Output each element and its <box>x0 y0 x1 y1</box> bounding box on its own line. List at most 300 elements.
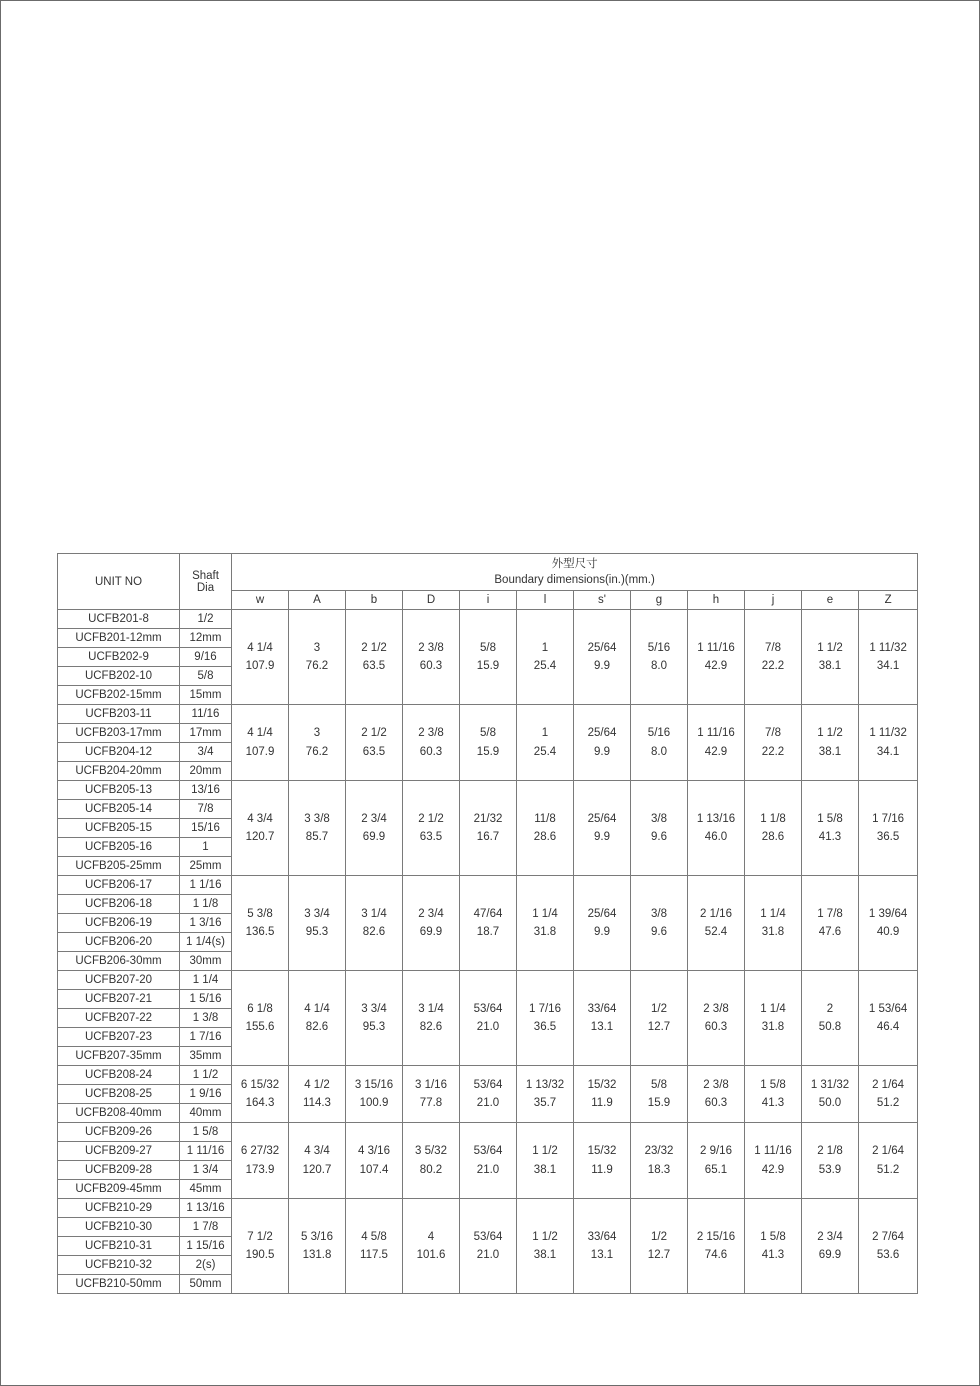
dimension-cell <box>460 1199 517 1294</box>
dimension-cell <box>859 1199 918 1294</box>
unit-no-cell: UCFB205-14 <box>58 800 180 819</box>
dimension-cell <box>346 1199 403 1294</box>
dimension-cell <box>460 781 517 876</box>
table-row <box>58 781 918 800</box>
dimension-mm-value: 65.1 <box>704 1163 728 1176</box>
unit-no-cell: UCFB202-10 <box>58 667 180 686</box>
dia-header-label: Dia <box>196 581 215 594</box>
dimension-inch-value: 2 1/16 <box>700 907 732 920</box>
dimension-inch-value: 1 39/64 <box>868 907 908 920</box>
unit-no-cell: UCFB208-24 <box>58 1066 180 1085</box>
dimension-mm-value: 16.7 <box>476 831 500 843</box>
dimension-mm-value: 60.3 <box>704 1097 728 1109</box>
dimension-cell <box>289 1199 346 1294</box>
dimension-inch-value: 1 1/2 <box>532 1230 558 1243</box>
dimension-mm-value: 41.3 <box>761 1249 785 1261</box>
unit-no-cell: UCFB205-13 <box>58 781 180 800</box>
dimension-inch-value: 4 1/4 <box>247 641 273 654</box>
dimension-inch-value: 1 1/8 <box>760 812 786 825</box>
dimension-mm-value: 107.4 <box>359 1163 389 1176</box>
dimension-cell <box>517 610 574 705</box>
unit-no-cell: UCFB207-35mm <box>58 1047 180 1066</box>
dimension-cell <box>688 1066 745 1123</box>
shaft-dia-cell: 1 7/8 <box>180 1218 232 1237</box>
unit-no-cell: UCFB210-50mm <box>58 1275 180 1294</box>
dimension-inch-value: 3 1/4 <box>418 1002 444 1015</box>
shaft-dia-cell: 1/2 <box>180 610 232 629</box>
dimension-cell <box>232 610 289 705</box>
dimension-inch-value: 5/8 <box>480 727 496 739</box>
dimension-mm-value: 173.9 <box>245 1163 275 1176</box>
dimension-cell <box>688 705 745 781</box>
dimension-inch-value: 1 11/16 <box>754 1145 792 1157</box>
dimension-mm-value: 114.3 <box>303 1097 331 1109</box>
dimension-mm-value: 85.7 <box>305 831 329 843</box>
dimension-mm-value: 13.1 <box>590 1021 614 1033</box>
dimension-cell <box>346 705 403 781</box>
dimension-inch-value: 2 <box>826 1002 834 1015</box>
dimension-cell <box>745 876 802 971</box>
dimension-cell <box>574 781 631 876</box>
dimension-cell <box>289 876 346 971</box>
dimension-mm-value: 25.4 <box>533 745 557 758</box>
dimension-mm-value: 107.9 <box>245 745 275 758</box>
unit-no-cell: UCFB204-12 <box>58 743 180 762</box>
dimension-inch-value: 1 13/32 <box>525 1078 565 1091</box>
unit-no-cell: UCFB206-20 <box>58 933 180 952</box>
dimension-inch-value: 6 15/32 <box>240 1078 280 1091</box>
dimension-cell <box>346 1066 403 1123</box>
dimension-mm-value: 40.9 <box>876 926 900 938</box>
dimension-inch-value: 3/8 <box>651 812 667 825</box>
dimension-cell <box>859 610 918 705</box>
dimension-cell <box>859 1066 918 1123</box>
dimension-mm-value: 28.6 <box>761 831 785 843</box>
shaft-dia-cell: 1 3/4 <box>180 1161 232 1180</box>
dimension-inch-value: 3 3/4 <box>304 907 330 920</box>
dimension-cell <box>745 971 802 1066</box>
dimension-mm-value: 12.7 <box>647 1021 671 1033</box>
dimension-cell <box>688 1199 745 1294</box>
dimension-mm-value: 107.9 <box>245 660 275 672</box>
dimension-inch-value: 7/8 <box>765 727 781 739</box>
unit-no-cell: UCFB207-22 <box>58 1009 180 1028</box>
dimension-mm-value: 38.1 <box>533 1163 557 1176</box>
dimension-cell <box>289 1066 346 1123</box>
dimension-mm-value: 38.1 <box>533 1249 557 1261</box>
dimension-cell <box>631 1123 688 1199</box>
dimension-cell <box>403 971 460 1066</box>
unit-no-cell: UCFB209-27 <box>58 1142 180 1161</box>
column-header: j <box>745 591 802 610</box>
dimension-inch-value: 3 <box>313 727 321 739</box>
dimension-inch-value: 1 11/16 <box>697 641 735 654</box>
dimension-cell <box>403 1066 460 1123</box>
unit-no-cell: UCFB206-18 <box>58 895 180 914</box>
dimension-mm-value: 34.1 <box>876 660 900 672</box>
shaft-dia-cell: 25mm <box>180 857 232 876</box>
boundary-dimensions-title-en: Boundary dimensions(in.)(mm.) <box>494 574 655 586</box>
column-header: b <box>346 591 403 610</box>
dimension-mm-value: 50.8 <box>818 1021 842 1033</box>
dimension-inch-value: 1 13/16 <box>696 812 736 825</box>
dimension-inch-value: 1 5/8 <box>760 1230 786 1243</box>
dimension-cell <box>802 876 859 971</box>
dimension-inch-value: 25/64 <box>587 727 617 739</box>
dimension-cell <box>631 1066 688 1123</box>
dimension-mm-value: 117.5 <box>360 1249 388 1261</box>
dimension-inch-value: 2 7/64 <box>872 1230 905 1243</box>
table-row <box>58 971 918 990</box>
dimension-inch-value: 5/8 <box>480 641 496 654</box>
dimension-cell <box>631 971 688 1066</box>
dimension-cell <box>517 781 574 876</box>
shaft-dia-cell: 17mm <box>180 724 232 743</box>
dimension-inch-value: 2 3/4 <box>418 907 444 920</box>
shaft-dia-cell: 1 7/16 <box>180 1028 232 1047</box>
dimension-cell <box>403 876 460 971</box>
dimension-mm-value: 190.5 <box>245 1249 275 1261</box>
dimension-inch-value: 2 3/8 <box>418 727 444 739</box>
dimension-cell <box>232 1123 289 1199</box>
dimension-mm-value: 69.9 <box>818 1249 842 1261</box>
column-header: i <box>460 591 517 610</box>
dimension-mm-value: 42.9 <box>704 660 728 672</box>
dimension-cell <box>346 781 403 876</box>
column-header: Z <box>859 591 918 610</box>
shaft-dia-cell: 15mm <box>180 686 232 705</box>
shaft-dia-cell: 1 3/8 <box>180 1009 232 1028</box>
dimension-inch-value: 25/64 <box>587 641 617 654</box>
dimension-cell <box>574 876 631 971</box>
dimension-inch-value: 2 1/2 <box>361 641 387 654</box>
dimension-inch-value: 3 <box>313 641 321 654</box>
shaft-dia-cell: 45mm <box>180 1180 232 1199</box>
column-header: A <box>289 591 346 610</box>
dimension-mm-value: 60.3 <box>419 660 443 672</box>
dimension-cell <box>859 705 918 781</box>
dimension-cell <box>745 1123 802 1199</box>
dimension-inch-value: 33/64 <box>587 1230 617 1243</box>
dimension-cell <box>802 971 859 1066</box>
dimension-mm-value: 21.0 <box>476 1163 500 1176</box>
shaft-dia-cell: 50mm <box>180 1275 232 1294</box>
dimension-mm-value: 82.6 <box>362 926 386 938</box>
dimension-mm-value: 15.9 <box>647 1097 671 1109</box>
dimension-mm-value: 42.9 <box>704 745 728 758</box>
dimension-inch-value: 7 1/2 <box>247 1230 273 1243</box>
dimension-mm-value: 74.6 <box>704 1249 728 1261</box>
dimension-inch-value: 5/16 <box>647 727 671 739</box>
dimension-mm-value: 53.6 <box>876 1249 900 1261</box>
dimension-inch-value: 3 1/16 <box>415 1078 447 1091</box>
dimension-inch-value: 1 5/8 <box>817 812 843 825</box>
unit-no-cell: UCFB209-45mm <box>58 1180 180 1199</box>
dimension-mm-value: 69.9 <box>362 831 386 843</box>
dimension-mm-value: 9.6 <box>651 831 667 843</box>
dimension-cell <box>460 1066 517 1123</box>
unit-no-cell: UCFB206-30mm <box>58 952 180 971</box>
dimension-mm-value: 82.6 <box>419 1021 443 1033</box>
column-header: e <box>802 591 859 610</box>
dimension-mm-value: 15.9 <box>476 660 500 672</box>
dimension-mm-value: 38.1 <box>818 745 842 758</box>
dimension-mm-value: 36.5 <box>533 1021 557 1033</box>
shaft-dia-cell: 11/16 <box>180 705 232 724</box>
dimension-inch-value: 7/8 <box>765 641 781 654</box>
table-row <box>58 705 918 724</box>
dimension-mm-value: 63.5 <box>362 745 386 758</box>
dimension-inch-value: 1 7/16 <box>872 812 905 825</box>
dimension-mm-value: 76.2 <box>305 660 329 672</box>
dimension-cell <box>346 1123 403 1199</box>
shaft-dia-cell: 1 9/16 <box>180 1085 232 1104</box>
dimension-mm-value: 47.6 <box>818 926 842 938</box>
shaft-dia-cell: 1 5/16 <box>180 990 232 1009</box>
dimension-inch-value: 1 7/8 <box>817 907 843 920</box>
dimension-mm-value: 63.5 <box>362 660 386 672</box>
dimension-mm-value: 76.2 <box>305 745 329 758</box>
dimension-mm-value: 28.6 <box>533 831 557 843</box>
dimension-mm-value: 9.6 <box>651 926 667 938</box>
unit-no-cell: UCFB201-12mm <box>58 629 180 648</box>
table-row <box>58 1123 918 1142</box>
dimension-inch-value: 21/32 <box>473 812 503 825</box>
dimension-cell <box>403 1199 460 1294</box>
unit-no-cell: UCFB210-32 <box>58 1256 180 1275</box>
unit-no-header: UNIT NO <box>58 554 180 610</box>
dimension-cell <box>460 1123 517 1199</box>
dimension-mm-value: 21.0 <box>476 1249 500 1261</box>
dimension-inch-value: 1 11/32 <box>869 641 907 654</box>
dimension-cell <box>232 1066 289 1123</box>
unit-no-cell: UCFB201-8 <box>58 610 180 629</box>
dimension-inch-value: 5 3/8 <box>247 907 273 920</box>
dimension-inch-value: 25/64 <box>587 812 617 825</box>
shaft-dia-cell: 35mm <box>180 1047 232 1066</box>
dimension-inch-value: 1/2 <box>651 1002 667 1015</box>
dimension-cell <box>688 1123 745 1199</box>
dimension-mm-value: 8.0 <box>651 660 667 672</box>
dimension-inch-value: 15/32 <box>587 1145 617 1157</box>
dimension-inch-value: 1 1/2 <box>532 1145 558 1157</box>
dimension-inch-value: 4 1/2 <box>304 1078 330 1091</box>
dimension-inch-value: 1 <box>541 727 549 739</box>
dimension-mm-value: 53.9 <box>818 1163 842 1176</box>
dimension-mm-value: 51.2 <box>876 1163 900 1176</box>
table-row <box>58 610 918 629</box>
dimension-cell <box>631 876 688 971</box>
shaft-dia-cell: 2(s) <box>180 1256 232 1275</box>
dimension-inch-value: 23/32 <box>644 1145 674 1157</box>
dimension-mm-value: 36.5 <box>876 831 900 843</box>
unit-no-cell: UCFB207-23 <box>58 1028 180 1047</box>
shaft-dia-cell: 1 1/8 <box>180 895 232 914</box>
dimension-cell <box>631 610 688 705</box>
dimension-cell <box>232 705 289 781</box>
dimension-cell <box>574 1199 631 1294</box>
dimension-mm-value: 41.3 <box>818 831 842 843</box>
dimension-cell <box>517 1199 574 1294</box>
dimension-inch-value: 3 3/4 <box>361 1002 387 1015</box>
shaft-dia-cell: 1 <box>180 838 232 857</box>
dimension-mm-value: 9.9 <box>594 926 610 938</box>
unit-no-cell: UCFB210-30 <box>58 1218 180 1237</box>
dimension-mm-value: 80.2 <box>419 1163 443 1176</box>
table-row <box>58 876 918 895</box>
shaft-dia-cell: 15/16 <box>180 819 232 838</box>
dimension-mm-value: 131.8 <box>302 1249 332 1261</box>
dimension-inch-value: 2 15/16 <box>696 1230 736 1243</box>
dimension-mm-value: 11.9 <box>591 1163 613 1176</box>
dimension-cell <box>745 1066 802 1123</box>
unit-no-cell: UCFB206-17 <box>58 876 180 895</box>
unit-no-cell: UCFB209-26 <box>58 1123 180 1142</box>
dimension-inch-value: 5 3/16 <box>301 1230 333 1243</box>
dimension-inch-value: 4 3/4 <box>304 1145 330 1157</box>
dimension-inch-value: 47/64 <box>473 907 503 920</box>
dimension-cell <box>574 971 631 1066</box>
dimension-mm-value: 35.7 <box>533 1097 557 1109</box>
dimension-cell <box>745 705 802 781</box>
dimension-inch-value: 3 3/8 <box>304 812 330 825</box>
dimension-cell <box>460 971 517 1066</box>
dimension-cell <box>232 1199 289 1294</box>
dimension-inch-value: 3/8 <box>651 907 667 920</box>
dimension-cell <box>460 876 517 971</box>
dimension-cell <box>517 876 574 971</box>
dimension-mm-value: 31.8 <box>761 1021 785 1033</box>
dimension-mm-value: 9.9 <box>594 831 610 843</box>
dimension-cell <box>802 610 859 705</box>
dimension-cell <box>574 705 631 781</box>
dimension-inch-value: 2 1/64 <box>872 1145 905 1157</box>
dimension-cell <box>631 1199 688 1294</box>
unit-no-cell: UCFB203-11 <box>58 705 180 724</box>
shaft-dia-cell: 7/8 <box>180 800 232 819</box>
dimension-cell <box>289 781 346 876</box>
column-header: h <box>688 591 745 610</box>
dimension-cell <box>745 1199 802 1294</box>
dimension-cell <box>574 1066 631 1123</box>
dimension-inch-value: 1 31/32 <box>810 1078 850 1091</box>
boundary-dimensions-header <box>232 554 918 591</box>
dimension-mm-value: 120.7 <box>245 831 275 843</box>
shaft-dia-cell: 12mm <box>180 629 232 648</box>
dimension-inch-value: 1 11/16 <box>697 727 735 739</box>
dimension-mm-value: 38.1 <box>818 660 842 672</box>
dimension-cell <box>517 1066 574 1123</box>
dimension-mm-value: 31.8 <box>761 926 785 938</box>
dimension-mm-value: 120.7 <box>302 1163 332 1176</box>
dimension-cell <box>289 1123 346 1199</box>
dimension-mm-value: 34.1 <box>876 745 900 758</box>
dimension-cell <box>403 781 460 876</box>
dimension-mm-value: 60.3 <box>419 745 443 758</box>
dimension-inch-value: 53/64 <box>473 1002 503 1015</box>
unit-no-cell: UCFB208-25 <box>58 1085 180 1104</box>
shaft-dia-cell: 9/16 <box>180 648 232 667</box>
table-row <box>58 1199 918 1218</box>
dimension-cell <box>289 705 346 781</box>
dimension-cell <box>859 781 918 876</box>
dimension-inch-value: 25/64 <box>587 907 617 920</box>
dimension-cell <box>631 705 688 781</box>
dimension-mm-value: 31.8 <box>533 926 557 938</box>
shaft-dia-cell: 3/4 <box>180 743 232 762</box>
dimension-cell <box>802 1123 859 1199</box>
dimension-mm-value: 9.9 <box>594 660 610 672</box>
shaft-dia-cell: 1 15/16 <box>180 1237 232 1256</box>
column-header: s' <box>574 591 631 610</box>
dimension-inch-value: 2 3/8 <box>703 1002 729 1015</box>
dimension-inch-value: 2 9/16 <box>700 1145 732 1157</box>
dimension-mm-value: 77.8 <box>419 1097 443 1109</box>
dimension-inch-value: 1 1/4 <box>760 1002 786 1015</box>
dimension-mm-value: 82.6 <box>305 1021 329 1033</box>
dimension-mm-value: 42.9 <box>761 1163 785 1176</box>
shaft-dia-cell: 1 13/16 <box>180 1199 232 1218</box>
dimension-inch-value: 53/64 <box>473 1230 503 1243</box>
dimension-mm-value: 21.0 <box>476 1097 500 1109</box>
dimension-mm-value: 22.2 <box>761 745 785 758</box>
bearing-dimensions-table <box>57 553 918 1294</box>
dimension-inch-value: 1 1/4 <box>532 907 558 920</box>
dimension-mm-value: 11.9 <box>591 1097 613 1109</box>
dimension-cell <box>688 781 745 876</box>
dimension-cell <box>802 781 859 876</box>
shaft-header-label: Shaft <box>192 569 219 582</box>
dimension-cell <box>517 705 574 781</box>
shaft-dia-cell: 1 1/4(s) <box>180 933 232 952</box>
dimension-mm-value: 155.6 <box>245 1021 275 1033</box>
dimension-inch-value: 2 3/8 <box>703 1078 729 1091</box>
dimension-inch-value: 3 15/16 <box>354 1078 394 1091</box>
dimension-cell <box>688 971 745 1066</box>
dimension-mm-value: 50.0 <box>818 1097 842 1109</box>
unit-no-cell: UCFB205-25mm <box>58 857 180 876</box>
dimension-mm-value: 69.9 <box>419 926 443 938</box>
dimension-inch-value: 2 1/64 <box>872 1078 905 1091</box>
dimension-cell <box>232 971 289 1066</box>
dimension-cell <box>403 610 460 705</box>
shaft-dia-cell: 1 5/8 <box>180 1123 232 1142</box>
unit-no-cell: UCFB206-19 <box>58 914 180 933</box>
dimension-inch-value: 2 3/4 <box>361 812 387 825</box>
dimension-mm-value: 21.0 <box>476 1021 500 1033</box>
dimension-mm-value: 63.5 <box>419 831 443 843</box>
shaft-dia-cell: 1 1/2 <box>180 1066 232 1085</box>
dimension-cell <box>289 971 346 1066</box>
dimension-mm-value: 46.4 <box>876 1021 900 1033</box>
dimension-inch-value: 33/64 <box>587 1002 617 1015</box>
column-header: D <box>403 591 460 610</box>
dimension-cell <box>688 876 745 971</box>
dimension-inch-value: 53/64 <box>473 1078 503 1091</box>
dimension-mm-value: 164.3 <box>245 1097 275 1109</box>
unit-no-cell: UCFB208-40mm <box>58 1104 180 1123</box>
unit-no-cell: UCFB202-9 <box>58 648 180 667</box>
shaft-dia-cell: 1 11/16 <box>180 1142 232 1161</box>
dimension-cell <box>631 781 688 876</box>
column-header: l <box>517 591 574 610</box>
dimension-mm-value: 12.7 <box>647 1249 671 1261</box>
dimension-cell <box>517 971 574 1066</box>
dimension-inch-value: 1 1/2 <box>817 641 843 654</box>
dimension-cell <box>403 1123 460 1199</box>
dimension-cell <box>460 705 517 781</box>
dimension-mm-value: 22.2 <box>761 660 785 672</box>
